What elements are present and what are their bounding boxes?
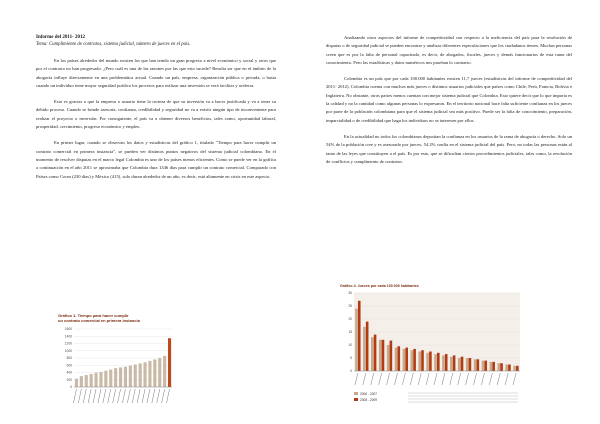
chart-1-x-label-mark [98,389,101,403]
chart-1-bar [153,359,156,387]
chart-2-bar [355,309,358,371]
chart-2-bar [405,348,408,371]
chart-1-bar [134,365,137,387]
chart-2-legend-label-a: 2006 - 2007 [360,391,378,396]
chart-2-bar [403,349,406,371]
chart-2-bar [505,365,508,372]
chart-2-x-label-mark [371,373,374,385]
chart-2 [340,284,526,414]
chart-2-bar [450,357,453,371]
chart-2-x-label-mark [355,373,358,385]
chart-1-x-label-mark [93,389,96,403]
chart-1-x-label-mark [113,389,116,403]
chart-2-bar [418,352,421,372]
chart-2-bar [500,363,503,371]
chart-1-bar [114,368,117,387]
chart-2-bar [387,345,390,371]
chart-1-y-tick: 1400 [64,334,72,339]
right-paragraph-1: Analizando otros aspectos del informe de competitividad con respecto a la ineficiencia del país para la resolución de disputas o de seguridad judicial se pueden encontrar y analizar diferentes especulaciones que los ciudadanos tienen. Muchas personas creen que es por la falta de personal capacitado, es decir, de abogados, fiscales, jueces y demás funcionarios de esta rama del conocimiento. Pero las estadísticas y datos numéricos nos prueban lo contrario. [326,35,572,65]
chart-2-bar [434,354,437,371]
chart-2-x-label-mark [450,373,453,385]
chart-1-bar [99,372,102,387]
chart-1-x-label-mark [157,389,160,403]
chart-1-x-label-mark [78,389,81,403]
chart-2-y-tick: 10 [348,343,352,348]
chart-2-bar [395,348,398,371]
chart-1-bar [143,362,146,387]
chart-2-bar [477,359,480,371]
chart-2-x-label-mark [402,373,405,385]
chart-2-title: Gráfico 4. Jueces por cada 100.000 habitantes [340,284,419,288]
chart-2-bar [461,357,464,371]
chart-2-y-tick: 0 [350,369,352,374]
chart-2-y-tick: 30 [348,291,352,296]
chart-2-bar [445,354,448,371]
chart-1-x-label-mark [103,389,106,403]
chart-2-x-label-mark [379,373,382,385]
chart-2-bar [379,340,382,371]
right-paragraph-2: Colombia es un país que por cada 100.000 habitantes existen 11,7 jueces (estadísticas del informe de competitividad del 2011- 2012). Colombia cuenta con muchos más jueces o distintos usuarios judiciales que países como Chile, Perú, Francia, Bolivia e Inglaterra. No obstante, otros países menos cuentan con mejor sistema judicial que Colombia. Esto quiere decir que lo que importa es la calidad y no la cantidad como algunas personas lo expresaron. En el territorio nacional hace falta suficiente confianza en los jueces por parte de la población colombiana para que el sistema judicial sea más positivo. Puede ser la falta de conocimiento, preparación, imparcialidad o de credibilidad que haga los individuos no se interesen por ellos. [326,76,572,123]
chart-2-bar [484,361,487,371]
chart-2-x-label-mark [394,373,397,385]
chart-1-bar [163,356,166,387]
chart-2-bar [413,349,416,371]
chart-2-bar [513,366,516,371]
chart-2-y-tick: 15 [348,330,352,335]
chart-2-x-label-mark [505,373,508,385]
chart-1-x-label-mark [118,389,121,403]
chart-1-bar [94,373,97,387]
chart-2-bar [358,301,361,371]
chart-2-bar [466,358,469,371]
chart-1-y-tick: 1600 [64,327,72,332]
chart-2-x-label-mark [410,373,413,385]
chart-2-bar [426,353,429,371]
chart-2-x-label-mark [418,373,421,385]
chart-2-x-label-mark [466,373,469,385]
chart-1-bar [158,358,161,387]
chart-2-x-label-mark [458,373,461,385]
left-column [36,34,276,181]
chart-2-bar [474,359,477,371]
chart-1-x-label-mark [152,389,155,403]
chart-2-bar [442,355,445,371]
chart-2-x-label-mark [513,373,516,385]
chart-1-y-tick: 200 [66,377,72,382]
chart-2-bar [382,340,385,371]
chart-2-bar [390,341,393,371]
chart-1-y-tick: 800 [66,356,72,361]
chart-1-x-label-mark [88,389,91,403]
chart-1-x-label-mark [162,389,165,403]
chart-1-y-tick: 1200 [64,341,72,346]
right-column [326,34,572,166]
chart-2-plot [340,289,526,413]
chart-2-bar [469,358,472,371]
left-paragraph-3: En primer lugar, cuando se observan los datos y estadísticas del gráfico 1, titulado "Tiempo para hacer cumplir un contrato comercial en primera instancia", se pueden ver distintos puntos negativos del sistema judicial colombiano. En el momento de resolver disputas en el marco legal Colombia es uno de los países menos eficientes. Como se puede ver en la gráfica a continuación en el año 2011 se aproximaba que Colombia dura 1346 días para cumplir un contrato comercial. Comparado con Países como Corea (230 días) y México (415), solo duran alrededor de un año, es decir, está altamente en crisis en este aspecto. [36,140,276,179]
chart-2-bar [371,337,374,371]
chart-1-x-label-mark [142,389,145,403]
chart-2-x-label-mark [474,373,477,385]
chart-2-bar [492,362,495,371]
chart-2-y-tick: 20 [348,317,352,322]
chart-2-bar [490,362,493,371]
chart-1-plot [58,323,176,409]
chart-2-x-label-mark [387,373,390,385]
chart-1-y-tick: 400 [66,370,72,375]
report-subtitle: Tema: Cumplimiento de contratos, sistema judicial, número de jueces en el país. [36,42,191,47]
chart-1-x-label-mark [108,389,111,403]
left-paragraph-1: En los países alrededor del mundo existen los que han tenido un gran progreso a nivel económico y social y otros que por el contrario no han progresado. ¿Pero cuál es una de las razones por las que esto sucede? Resulta ser que en el ámbito de la abogacía influye directamente en una problemática actual. Cuando un país, empresa, organización pública o privada, o hasta cuando un individuo tiene mayor seguridad jurídica los procesos para realizar una inversión se verá facilitar y acelerar. [36,58,276,88]
chart-2-bar [458,358,461,371]
chart-1-title-line-1: Gráfico 1. Tiempo para hacer cumplir [58,313,129,318]
chart-1-bar [129,366,132,387]
chart-1-x-label-mark [127,389,130,403]
chart-2-x-label-mark [363,373,366,385]
chart-2-y-tick: 25 [348,304,352,309]
chart-2-bar [397,346,400,371]
chart-1-bar [109,370,112,387]
chart-2-bar [453,355,456,371]
chart-2-bar [516,366,519,371]
chart-2-legend-swatch-b [354,398,358,401]
right-paragraph-3: En la actualidad no todos los colombianos depositan la confianza en los usuarios de la rama de abogacía o derecho. Solo un 54% de la población cree y es asesorado por jueces, 54.2% confía en el sistema judicial del país. Pero, no todas las personas están al tanto de las leyes que constituyen a el país. Es por esto, que se dificultan ciertos procedimientos judiciales, tales como, la resolución de conflictos y cumplimento de contratos. [326,133,572,164]
chart-2-x-label-mark [426,373,429,385]
chart-2-x-label-mark [489,373,492,385]
chart-1-bar [148,361,151,387]
chart-1-bar [168,338,171,387]
chart-1-bar [85,375,88,387]
chart-1-x-label-mark [167,389,170,403]
chart-2-bar [437,353,440,371]
chart-1-x-label-mark [73,389,76,403]
chart-1-bar [139,363,142,387]
chart-2-legend-label-b: 2008 - 2009 [360,397,378,402]
chart-2-bar [429,352,432,372]
chart-1-y-tick: 600 [66,363,72,368]
chart-1-bar [75,379,78,387]
chart-2-bar [508,365,511,372]
chart-1-title-line-2: un contrato comercial en primera instancia [58,318,140,323]
chart-2-bar [374,335,377,371]
chart-2-x-label-mark [497,373,500,385]
chart-1-bar [90,374,93,387]
chart-1-x-label-mark [83,389,86,403]
chart-2-y-tick: 5 [350,356,352,361]
chart-1-y-tick: 0 [70,385,72,390]
chart-2-bar [421,350,424,371]
chart-1 [58,313,176,411]
chart-1-x-label-mark [122,389,125,403]
chart-2-bar [497,363,500,371]
chart-1-x-label-mark [147,389,150,403]
chart-1-bar [80,376,83,387]
left-paragraph-2: Esto es gracias a que la empresa o usuario tiene la certeza de que su inversión va a hacer justificada y va a tener su debido proceso. Cuando se brinde asesoría, confianza, credibilidad y seguridad no va a existir ningún tipo de inconveniente para realizar el proyecto o inversión. Por consiguiente, el país va a obtener diversos beneficios, tales como, oportunidad laboral, prosperidad, crecimiento, progreso económico y empleo. [36,99,276,130]
chart-1-bar [124,367,127,387]
chart-1-y-tick: 1000 [64,348,72,353]
chart-1-bar [104,371,107,387]
chart-1-x-label-mark [137,389,140,403]
chart-2-legend-swatch-a [354,392,358,395]
chart-1-x-label-mark [132,389,135,403]
chart-2-x-label-mark [434,373,437,385]
chart-2-bar [411,350,414,371]
chart-2-bar [363,327,366,371]
chart-1-bar [119,367,122,387]
chart-2-bar [482,361,485,371]
chart-2-x-label-mark [442,373,445,385]
chart-2-bar [366,322,369,371]
report-title: Informe del 2011- 2012 [36,35,86,40]
chart-2-x-label-mark [481,373,484,385]
